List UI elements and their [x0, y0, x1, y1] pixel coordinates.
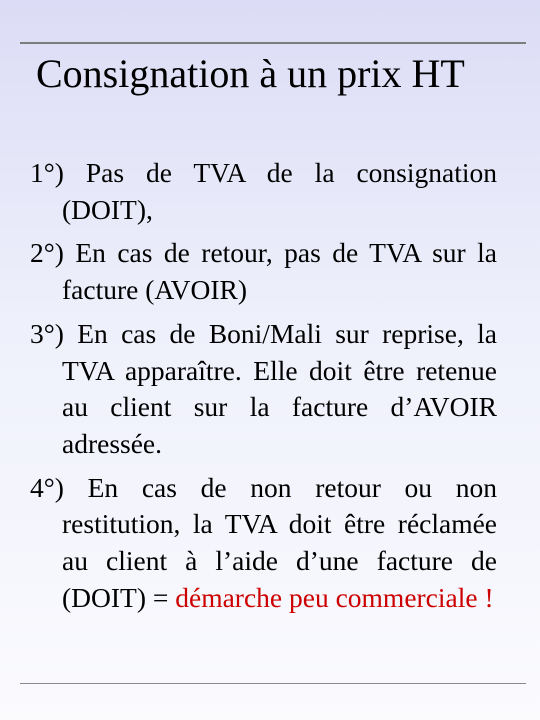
list-item-3	[30, 316, 497, 463]
list-item-2	[30, 235, 497, 308]
item-1-text: 1°) Pas de TVA de la consignation (DOIT),	[30, 157, 497, 225]
item-4-highlight: démarche peu commerciale !	[175, 581, 494, 613]
slide-body	[30, 155, 497, 623]
slide-title: Consignation à un prix HT	[36, 51, 465, 96]
item-4-text: 4°) En cas de non retour ou non restitution, la TVA doit être réclamée au client à l’aide d’une facture de (DOIT) =	[30, 471, 497, 613]
list-item-1	[30, 155, 497, 228]
bottom-divider	[20, 683, 526, 684]
item-2-text: 2°) En cas de retour, pas de TVA sur la facture (AVOIR)	[30, 237, 497, 306]
list-item-4	[30, 470, 497, 617]
top-divider	[20, 42, 526, 44]
item-3-text: 3°) En cas de Boni/Mali sur reprise, la TVA apparaître. Elle doit être retenue au client sur la facture d’AVOIR adressée.	[30, 317, 497, 459]
